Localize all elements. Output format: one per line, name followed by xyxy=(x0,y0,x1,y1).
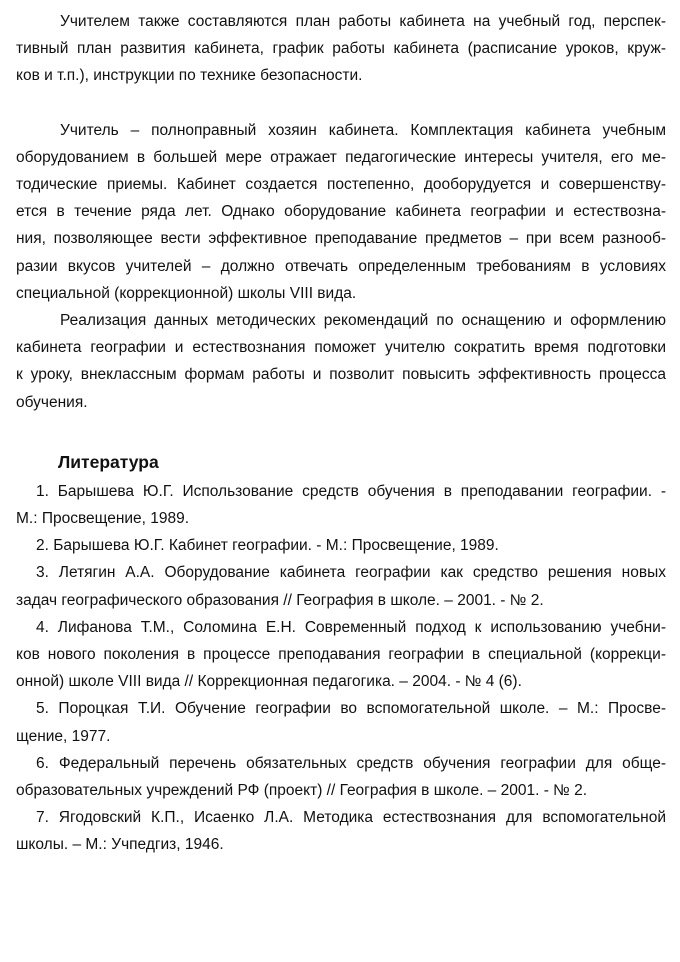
literature-list xyxy=(16,478,666,859)
text-line: 7. Ягодовский К.П., Исаенко Л.А. Методика естествознания для вспомогательной xyxy=(36,809,666,827)
text-line: щение, 1977. xyxy=(16,727,111,745)
paragraph-teacher-owner xyxy=(16,117,666,307)
text-line: 3. Летягин А.А. Оборудование кабинета географии как средство решения новых xyxy=(36,564,666,582)
text-line: ков нового поколения в процессе преподавания географии в специальной (коррекци- xyxy=(16,646,666,664)
literature-item xyxy=(16,750,666,804)
text-line: ков и т.п.), инструкции по технике безопасности. xyxy=(16,67,363,85)
text-line: разии вкусов учителей – должно отвечать определенным требованиям в условиях xyxy=(16,257,666,275)
text-line: тивный план развития кабинета, график работы кабинета (расписание уроков, круж- xyxy=(16,40,666,58)
text-line: 1. Барышева Ю.Г. Использование средств обучения в преподавании географии. - xyxy=(36,482,666,500)
text-line: 4. Лифанова Т.М., Соломина Е.Н. Современный подход к использованию учебни- xyxy=(36,618,666,636)
text-line: тодические приемы. Кабинет создается постепенно, дооборудуется и совершенству- xyxy=(16,176,666,194)
literature-item xyxy=(16,614,666,696)
text-line: кабинета географии и естествознания поможет учителю сократить время подготовки xyxy=(16,339,666,357)
literature-item xyxy=(16,695,666,749)
paragraph-plans xyxy=(16,8,666,90)
text-line: ется в течение ряда лет. Однако оборудование кабинета географии и естествозна- xyxy=(16,203,666,221)
text-line: ния, позволяющее вести эффективное преподавание предметов – при всем разнооб- xyxy=(16,230,666,248)
literature-heading: Литература xyxy=(58,451,159,472)
text-line: М.: Просвещение, 1989. xyxy=(16,510,190,528)
text-line: к уроку, внеклассным формам работы и позволит повысить эффективность процесса xyxy=(16,366,666,384)
text-line: Учитель – полноправный хозяин кабинета. Комплектация кабинета учебным xyxy=(60,121,666,139)
text-line: 5. Пороцкая Т.И. Обучение географии во вспомогательной школе. – М.: Просве- xyxy=(36,700,666,718)
text-line: школы. – М.: Учпедгиз, 1946. xyxy=(16,836,224,854)
literature-item xyxy=(16,559,666,613)
text-line: образовательных учреждений РФ (проект) // География в школе. – 2001. - № 2. xyxy=(16,782,588,800)
text-line: специальной (коррекционной) школы VIII вида. xyxy=(16,284,357,302)
text-line: 6. Федеральный перечень обязательных средств обучения географии для обще- xyxy=(36,754,666,772)
text-line: оборудованием в большей мере отражает педагогические интересы учителя, его ме- xyxy=(16,148,666,166)
text-line: Учителем также составляются план работы кабинета на учебный год, перспек- xyxy=(60,13,666,30)
text-line: обучения. xyxy=(16,393,88,411)
literature-item xyxy=(16,478,666,532)
text-line: Реализация данных методических рекомендаций по оснащению и оформлению xyxy=(60,312,666,330)
text-line: онной) школе VIII вида // Коррекционная педагогика. – 2004. - № 4 (6). xyxy=(16,673,522,691)
text-line: 2. Барышева Ю.Г. Кабинет географии. - М.: Просвещение, 1989. xyxy=(36,537,499,555)
literature-item xyxy=(16,804,666,858)
text-line: задач географического образования // География в школе. – 2001. - № 2. xyxy=(16,591,544,609)
paragraph-implementation xyxy=(16,307,666,416)
literature-item xyxy=(16,532,666,559)
document-page xyxy=(16,8,666,859)
